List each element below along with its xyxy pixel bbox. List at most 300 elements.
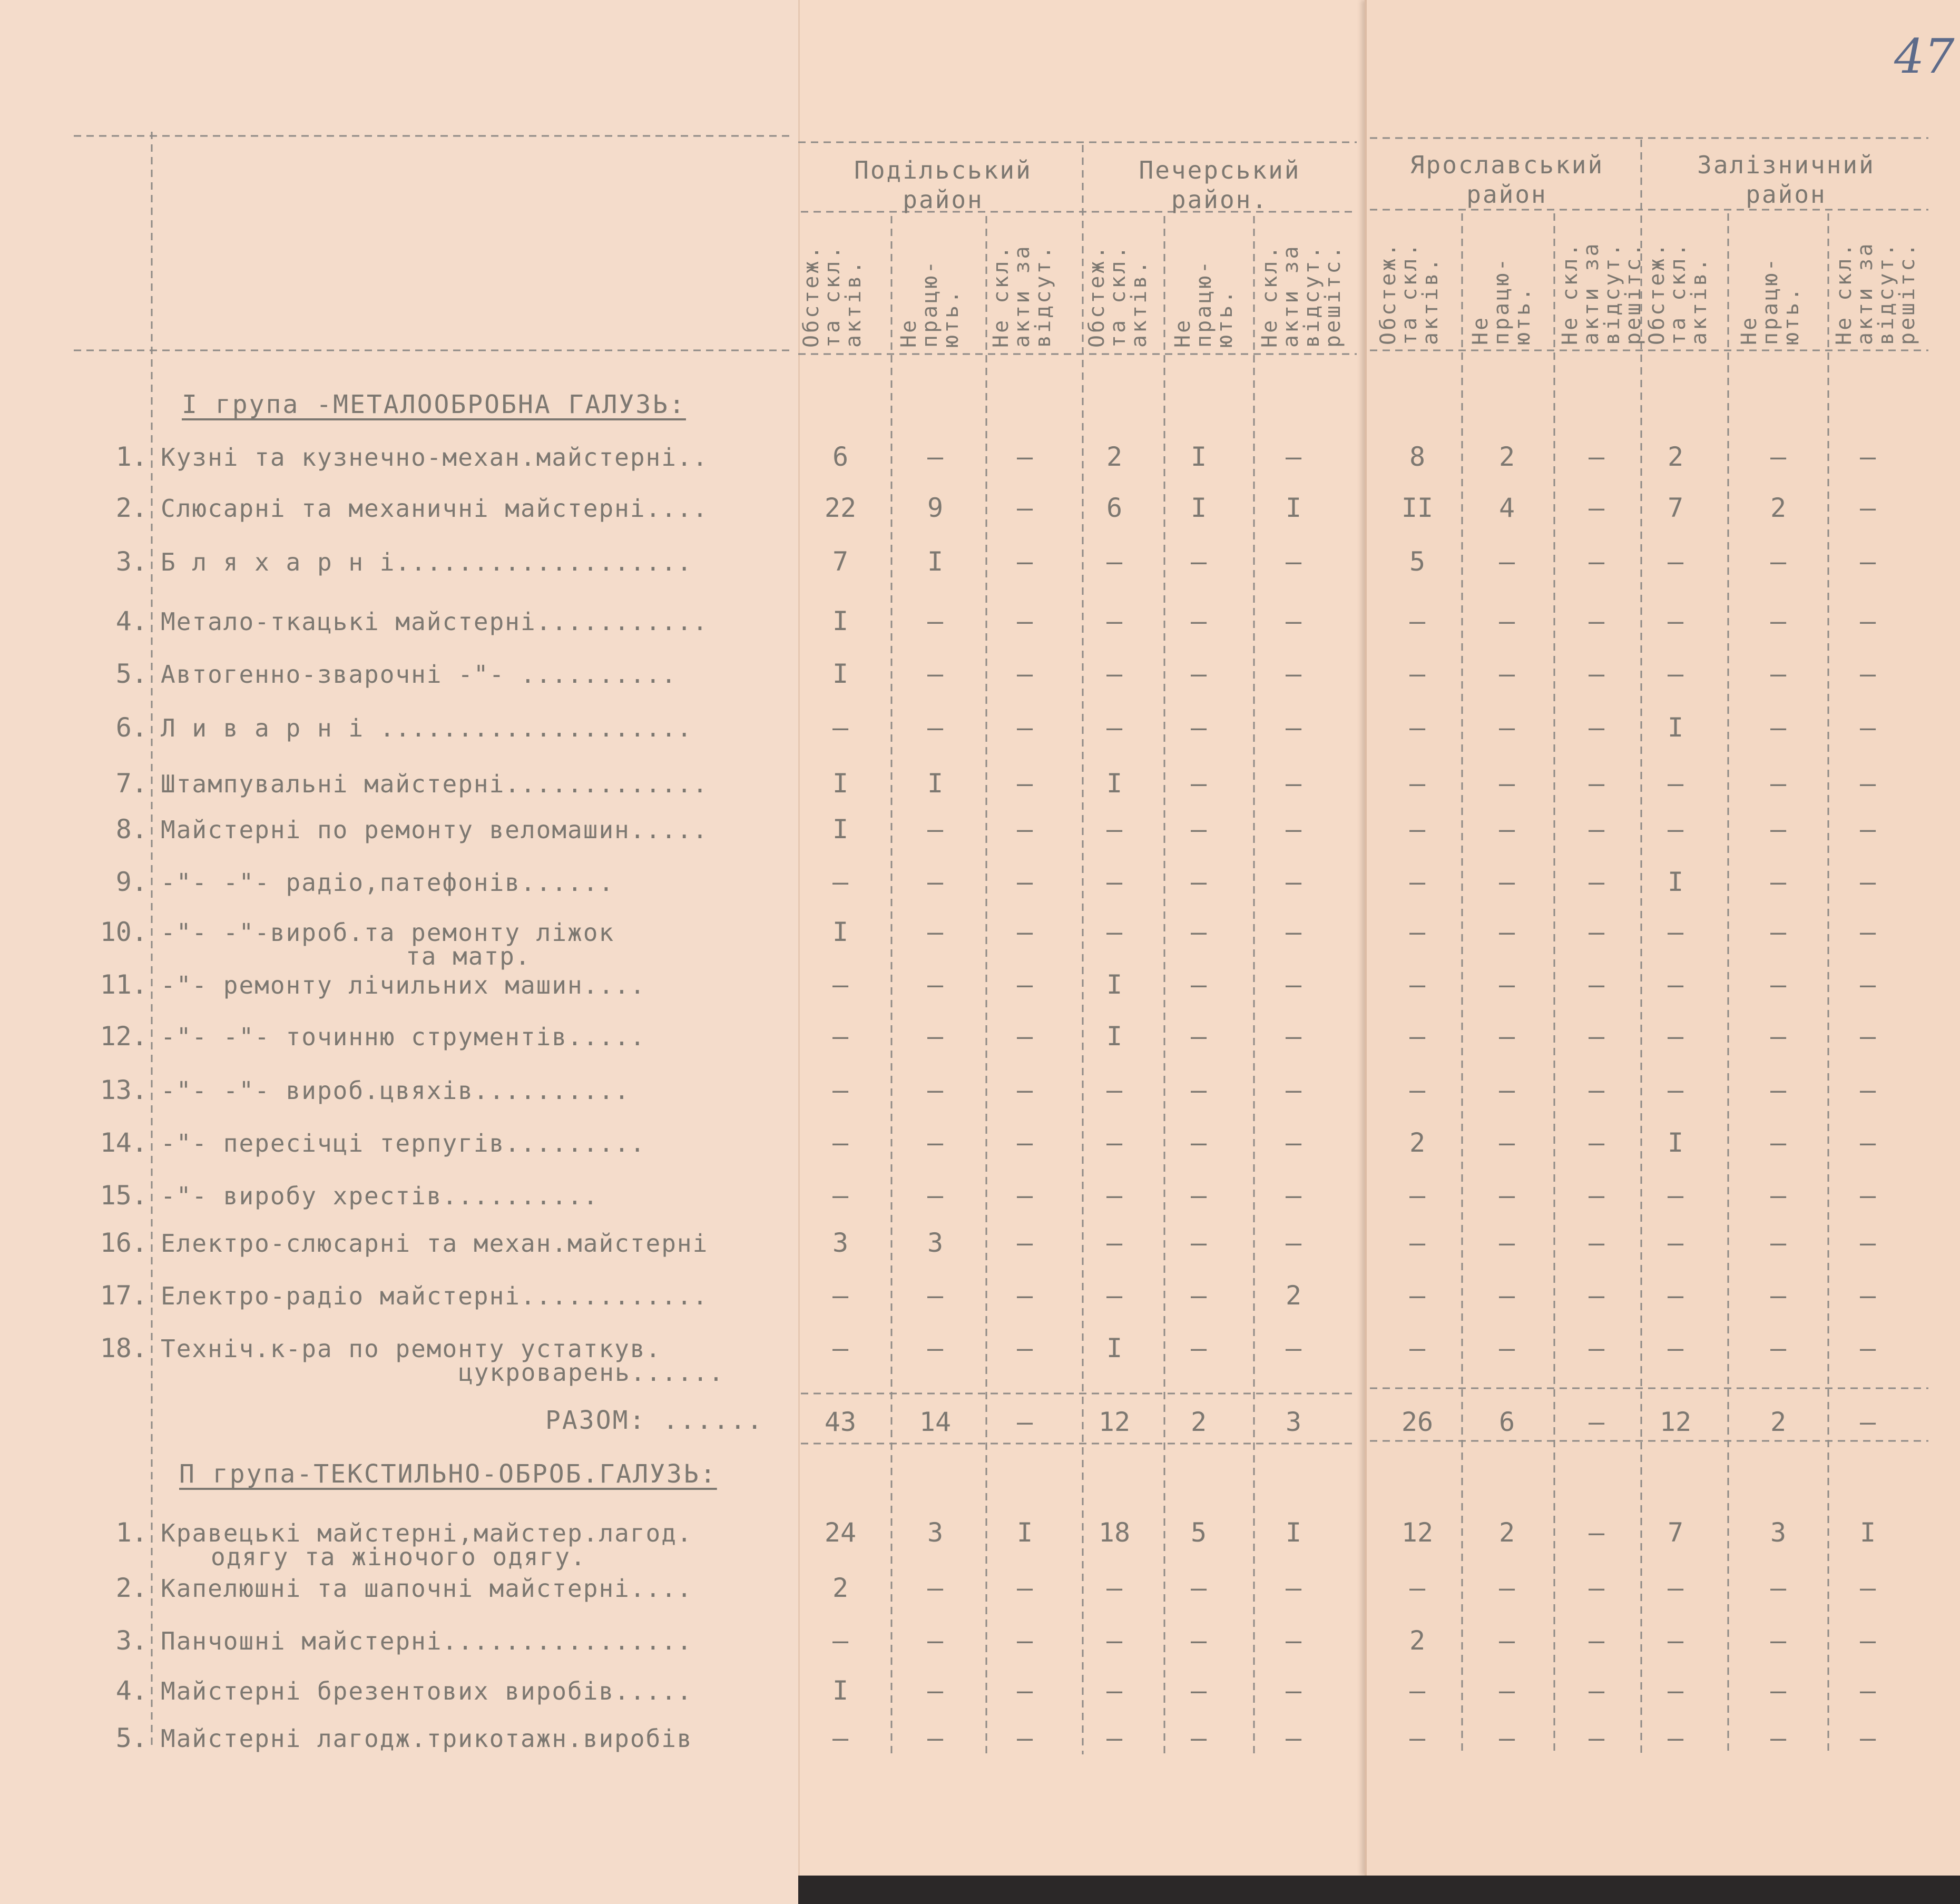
table-cell: – (1588, 1075, 1605, 1105)
row-number: 18. (100, 1333, 148, 1363)
table-cell: 2 (1285, 1280, 1302, 1311)
table-cell: – (1285, 441, 1302, 472)
row-label: Слюсарні та механичні майстерні.... (161, 494, 709, 523)
row-number: 15. (100, 1180, 148, 1211)
table-cell: – (1409, 1228, 1426, 1258)
table-cell: – (1016, 546, 1033, 577)
table-cell: – (1409, 1723, 1426, 1753)
table-cell: – (832, 1280, 849, 1311)
table-cell: – (1667, 1723, 1684, 1753)
col-header-podil-no-acts: Не скл. акти за відсут. (989, 244, 1055, 348)
table-cell: 18 (1098, 1517, 1131, 1548)
table-cell: – (1667, 917, 1684, 947)
table-cell: – (832, 1075, 849, 1105)
table-cell: – (1498, 867, 1515, 897)
row-number: 16. (100, 1228, 148, 1258)
table-cell: I (927, 768, 944, 799)
table-cell: I (1190, 441, 1207, 472)
table-cell: – (927, 606, 944, 636)
table-cell: – (1190, 1333, 1207, 1363)
table-cell: – (1859, 1675, 1876, 1706)
table-cell: – (1770, 768, 1787, 799)
table-cell: – (1409, 969, 1426, 1000)
table-cell: – (832, 1723, 849, 1753)
row-label: -"- ремонту лічильних машин.... (161, 971, 646, 999)
table-cell: – (1770, 1127, 1787, 1158)
table-cell: – (1190, 768, 1207, 799)
table-cell: – (1190, 606, 1207, 636)
table-cell: – (1190, 1180, 1207, 1211)
total-cell: 26 (1401, 1407, 1434, 1437)
table-cell: 9 (927, 493, 944, 523)
table-cell: – (1409, 814, 1426, 845)
table-cell: – (1667, 814, 1684, 845)
table-cell: – (1106, 1127, 1123, 1158)
table-cell: – (1190, 1675, 1207, 1706)
table-cell: 2 (832, 1573, 849, 1603)
table-cell: – (1285, 1625, 1302, 1656)
table-cell: I (1106, 1333, 1123, 1363)
table-cell: – (1859, 1075, 1876, 1105)
table-cell: – (1016, 969, 1033, 1000)
table-cell: – (1498, 712, 1515, 743)
table-cell: – (1770, 1333, 1787, 1363)
table-cell: – (832, 712, 849, 743)
table-cell: – (927, 712, 944, 743)
row-label: Електро-радіо майстерні............ (161, 1282, 709, 1310)
table-cell: 2 (1770, 493, 1787, 523)
table-cell: I (1667, 712, 1684, 743)
table-cell: – (1106, 659, 1123, 689)
table-cell: – (1498, 1021, 1515, 1052)
table-cell: – (1498, 768, 1515, 799)
table-cell: – (1190, 1127, 1207, 1158)
table-cell: – (1667, 969, 1684, 1000)
col-header-zal-no-acts: Не скл. акти за відсут. решітс. (1832, 241, 1919, 345)
row-number: 11. (100, 969, 148, 1000)
table-cell: 22 (824, 493, 857, 523)
table-cell: – (1285, 1333, 1302, 1363)
table-cell: – (1667, 1228, 1684, 1258)
table-cell: – (1770, 1675, 1787, 1706)
table-cell: – (1016, 1228, 1033, 1258)
table-cell: – (1016, 493, 1033, 523)
table-cell: – (832, 1625, 849, 1656)
table-cell: – (1016, 1180, 1033, 1211)
row-label: Кузні та кузнечно-механ.майстерні.. (161, 443, 709, 472)
row-number: 6. (115, 712, 148, 743)
table-cell: – (1106, 1625, 1123, 1656)
table-cell: – (832, 1180, 849, 1211)
table-cell: – (1106, 546, 1123, 577)
row-number: 14. (100, 1127, 148, 1158)
table-cell: 6 (832, 441, 849, 472)
table-cell: – (1859, 712, 1876, 743)
row-label: Техніч.к-ра по ремонту устаткув. (161, 1334, 662, 1363)
table-cell: – (1770, 1075, 1787, 1105)
table-cell: 3 (927, 1228, 944, 1258)
table-cell: – (1770, 867, 1787, 897)
table-cell: – (1667, 1573, 1684, 1603)
row-number: 4. (115, 606, 148, 636)
table-cell: – (1106, 1180, 1123, 1211)
row-number: 17. (100, 1280, 148, 1311)
table-cell: – (1190, 1723, 1207, 1753)
table-cell: – (1190, 917, 1207, 947)
table-cell: I (1106, 969, 1123, 1000)
table-cell: – (1409, 1180, 1426, 1211)
table-cell: – (1588, 814, 1605, 845)
table-cell: – (1409, 1075, 1426, 1105)
table-cell: I (832, 768, 849, 799)
table-cell: – (1409, 712, 1426, 743)
table-cell: – (1498, 1625, 1515, 1656)
table-cell: – (1106, 1573, 1123, 1603)
row-label: Капелюшні та шапочні майстерні.... (161, 1574, 693, 1603)
table-cell: I (1667, 1127, 1684, 1158)
table-cell: – (1770, 546, 1787, 577)
table-cell: – (1190, 546, 1207, 577)
table-cell: 2 (1409, 1127, 1426, 1158)
table-cell: – (1016, 441, 1033, 472)
row-number: 2. (115, 493, 148, 523)
table-cell: 12 (1401, 1517, 1434, 1548)
table-cell: – (1285, 659, 1302, 689)
table-cell: – (1190, 1573, 1207, 1603)
table-cell: – (1498, 659, 1515, 689)
row-number: 5. (115, 1723, 148, 1753)
table-cell: – (927, 814, 944, 845)
table-cell: – (1016, 1127, 1033, 1158)
total-cell: 2 (1770, 1407, 1787, 1437)
table-cell: 3 (832, 1228, 849, 1258)
table-cell: – (1667, 659, 1684, 689)
row-label: -"- -"- вироб.цвяхів.......... (161, 1076, 630, 1105)
table-cell: – (1859, 1333, 1876, 1363)
table-cell: – (1770, 1180, 1787, 1211)
col-header-pechersk-not-working: Не працю- ють. (1171, 259, 1237, 348)
table-cell: – (1190, 1625, 1207, 1656)
table-cell: – (1106, 867, 1123, 897)
table-cell: – (1588, 1517, 1605, 1548)
table-cell: – (1016, 917, 1033, 947)
row-label: Л и в а р н і .................... (161, 714, 693, 742)
table-cell: – (1498, 1280, 1515, 1311)
table-cell: I (832, 917, 849, 947)
table-cell: I (832, 606, 849, 636)
table-cell: – (1859, 867, 1876, 897)
table-cell: – (1285, 969, 1302, 1000)
table-cell: – (1016, 1625, 1033, 1656)
table-cell: I (1859, 1517, 1876, 1548)
table-cell: – (1106, 814, 1123, 845)
table-cell: – (1588, 1675, 1605, 1706)
table-cell: – (1190, 659, 1207, 689)
table-cell: – (1409, 606, 1426, 636)
row-label: Б л я х а р н і................... (161, 548, 693, 576)
table-cell: 4 (1498, 493, 1515, 523)
table-cell: I (1106, 768, 1123, 799)
table-cell: – (1409, 1280, 1426, 1311)
table-cell: – (927, 1127, 944, 1158)
col-header-pechersk-surveyed: Обстеж. та скл. актів. (1085, 244, 1151, 348)
table-cell: – (1859, 441, 1876, 472)
table-cell: – (1498, 1675, 1515, 1706)
table-cell: – (1667, 1280, 1684, 1311)
table-cell: – (927, 1180, 944, 1211)
total-cell: 12 (1659, 1407, 1692, 1437)
table-cell: – (1588, 1280, 1605, 1311)
table-cell: – (1667, 1180, 1684, 1211)
table-cell: – (832, 1333, 849, 1363)
table-cell: – (1409, 1675, 1426, 1706)
table-cell: – (1409, 917, 1426, 947)
table-cell: – (1667, 1333, 1684, 1363)
table-cell: – (1859, 1625, 1876, 1656)
row-label: Майстерні лагодж.трикотажн.виробів (161, 1724, 693, 1753)
table-cell: – (1016, 814, 1033, 845)
table-cell: I (1285, 1517, 1302, 1548)
total-cell: – (1016, 1407, 1033, 1437)
table-cell: – (1106, 712, 1123, 743)
group2-title: П група-ТЕКСТИЛЬНО-ОБРОБ.ГАЛУЗЬ: (179, 1459, 717, 1489)
table-cell: – (1016, 1075, 1033, 1105)
table-cell: – (1588, 1723, 1605, 1753)
table-cell: – (1859, 1723, 1876, 1753)
table-cell: – (1770, 712, 1787, 743)
district-header-yaroslavskyi: Ярославський район (1409, 151, 1604, 209)
table-cell: I (1016, 1517, 1033, 1548)
page-number: 47 (1894, 29, 1955, 84)
table-cell: – (1588, 867, 1605, 897)
table-cell: – (1859, 659, 1876, 689)
table-cell: – (927, 1723, 944, 1753)
table-cell: – (927, 1333, 944, 1363)
table-cell: – (1859, 768, 1876, 799)
table-cell: – (1285, 814, 1302, 845)
table-cell: – (1106, 1280, 1123, 1311)
table-cell: – (1588, 969, 1605, 1000)
table-cell: – (1285, 768, 1302, 799)
table-cell: – (1770, 814, 1787, 845)
table-cell: – (1498, 1127, 1515, 1158)
table-cell: – (1859, 1021, 1876, 1052)
table-cell: – (1770, 969, 1787, 1000)
table-cell: 5 (1409, 546, 1426, 577)
col-header-yarosl-no-acts: Не скл. акти за відсут. решітс. (1558, 241, 1645, 345)
district-header-podilskyi: Подільський район (854, 156, 1032, 214)
row-number: 2. (115, 1573, 148, 1603)
table-cell: – (1588, 1180, 1605, 1211)
table-cell: – (1285, 606, 1302, 636)
table-cell: – (927, 1075, 944, 1105)
row-label: -"- -"- точинню струментів..... (161, 1023, 646, 1051)
row-label: Майстерні брезентових виробів..... (161, 1677, 693, 1705)
row-number: 1. (115, 1517, 148, 1548)
table-cell: – (1859, 546, 1876, 577)
table-cell: – (1285, 1075, 1302, 1105)
row-number: 8. (115, 814, 148, 845)
table-cell: – (1588, 1228, 1605, 1258)
table-cell: – (1859, 1228, 1876, 1258)
table-cell: – (1667, 1625, 1684, 1656)
table-cell: I (832, 659, 849, 689)
table-cell: – (1106, 1723, 1123, 1753)
table-cell: – (1770, 1723, 1787, 1753)
table-cell: – (1770, 1021, 1787, 1052)
table-cell: – (1859, 1573, 1876, 1603)
table-cell: 7 (1667, 1517, 1684, 1548)
table-cell: – (832, 1021, 849, 1052)
row-label: Майстерні по ремонту веломашин..... (161, 816, 709, 844)
table-cell: – (1498, 1075, 1515, 1105)
row-number: 9. (115, 867, 148, 897)
table-cell: – (1106, 917, 1123, 947)
row-number: 12. (100, 1021, 148, 1052)
total-cell: 3 (1285, 1407, 1302, 1437)
table-cell: – (1409, 659, 1426, 689)
table-cell: – (1667, 606, 1684, 636)
table-cell: – (1588, 768, 1605, 799)
table-cell: – (1409, 1573, 1426, 1603)
table-cell: – (1190, 867, 1207, 897)
table-cell: – (1770, 917, 1787, 947)
table-cell: – (1770, 606, 1787, 636)
table-cell: – (1667, 1675, 1684, 1706)
row-label: Штампувальні майстерні............. (161, 770, 709, 798)
col-header-yarosl-not-working: Не працю- ють. (1468, 256, 1535, 345)
table-cell: – (1859, 1180, 1876, 1211)
row-label: Автогенно-зварочні -"- .......... (161, 660, 677, 689)
table-cell: – (1190, 1075, 1207, 1105)
table-cell: II (1401, 493, 1434, 523)
table-cell: – (1498, 969, 1515, 1000)
table-cell: – (1285, 1127, 1302, 1158)
table-cell: 7 (832, 546, 849, 577)
table-cell: – (1285, 1675, 1302, 1706)
table-cell: – (1190, 1228, 1207, 1258)
table-cell: – (1285, 1228, 1302, 1258)
group1-total-label: РАЗОМ: ...... (545, 1406, 764, 1435)
table-cell: – (927, 1021, 944, 1052)
table-cell: – (1409, 867, 1426, 897)
row-number: 7. (115, 768, 148, 799)
table-cell: – (927, 1573, 944, 1603)
table-cell: – (1190, 1021, 1207, 1052)
row-number: 3. (115, 1625, 148, 1656)
table-cell: – (1498, 606, 1515, 636)
table-cell: – (1285, 1021, 1302, 1052)
table-cell: – (927, 441, 944, 472)
row-number: 4. (115, 1675, 148, 1706)
table-cell: – (927, 867, 944, 897)
table-cell: – (1667, 1075, 1684, 1105)
table-cell: – (927, 1675, 944, 1706)
table-cell: – (1859, 606, 1876, 636)
table-cell: – (1285, 867, 1302, 897)
table-cell: 7 (1667, 493, 1684, 523)
table-cell: – (1498, 1228, 1515, 1258)
row-number: 10. (100, 917, 148, 947)
table-cell: – (927, 1280, 944, 1311)
table-cell: – (1016, 1675, 1033, 1706)
col-header-zal-not-working: Не працю- ють. (1737, 256, 1804, 345)
table-cell: – (1285, 1573, 1302, 1603)
col-header-podil-not-working: Не працю- ють. (897, 259, 963, 348)
table-cell: – (1770, 1573, 1787, 1603)
table-cell: – (927, 969, 944, 1000)
col-header-zal-surveyed: Обстеж. та скл. актів. (1645, 241, 1711, 345)
table-cell: – (1588, 1625, 1605, 1656)
row-label: -"- виробу хрестів.......... (161, 1182, 599, 1210)
table-cell: – (1588, 441, 1605, 472)
row-label: Електро-слюсарні та механ.майстерні (161, 1229, 709, 1258)
total-cell: 43 (824, 1407, 857, 1437)
group1-title: I група -МЕТАЛООБРОБНА ГАЛУЗЬ: (182, 390, 686, 419)
table-cell: – (1498, 1333, 1515, 1363)
table-cell: – (1667, 1021, 1684, 1052)
table-cell: – (1016, 867, 1033, 897)
row-number: 1. (115, 441, 148, 472)
col-header-yarosl-surveyed: Обстеж. та скл. актів. (1376, 241, 1443, 345)
table-cell: – (1190, 969, 1207, 1000)
row-label-continuation: одягу та жіночого одягу. (211, 1543, 586, 1571)
table-cell: – (1498, 1180, 1515, 1211)
table-cell: – (1106, 1675, 1123, 1706)
table-cell: 8 (1409, 441, 1426, 472)
table-cell: 2 (1667, 441, 1684, 472)
table-cell: I (1285, 493, 1302, 523)
table-cell: – (1016, 768, 1033, 799)
table-cell: – (1285, 917, 1302, 947)
table-cell: – (1770, 441, 1787, 472)
table-cell: – (1409, 768, 1426, 799)
table-cell: – (832, 969, 849, 1000)
row-label-continuation: цукроварень...... (458, 1358, 724, 1387)
table-cell: – (1016, 1723, 1033, 1753)
table-cell: – (1409, 1333, 1426, 1363)
table-cell: 24 (824, 1517, 857, 1548)
table-cell: – (1588, 1573, 1605, 1603)
row-label-continuation: та матр. (406, 942, 531, 970)
table-cell: – (1498, 1723, 1515, 1753)
table-cell: – (1588, 606, 1605, 636)
table-cell: – (1190, 814, 1207, 845)
table-cell: 2 (1106, 441, 1123, 472)
table-cell: I (1190, 493, 1207, 523)
table-cell: I (1106, 1021, 1123, 1052)
table-cell: – (1770, 659, 1787, 689)
table-cell: – (1588, 546, 1605, 577)
table-cell: – (1498, 546, 1515, 577)
table-cell: – (1859, 1280, 1876, 1311)
table-cell: – (1106, 1075, 1123, 1105)
table-cell: – (927, 1625, 944, 1656)
table-cell: – (1588, 1333, 1605, 1363)
row-number: 3. (115, 546, 148, 577)
table-cell: – (1016, 606, 1033, 636)
table-cell: I (832, 1675, 849, 1706)
table-cell: – (1285, 1180, 1302, 1211)
table-cell: – (1190, 1280, 1207, 1311)
table-cell: I (927, 546, 944, 577)
row-label: -"- -"- радіо,патефонів...... (161, 868, 615, 897)
table-cell: – (1106, 606, 1123, 636)
total-cell: – (1588, 1407, 1605, 1437)
table-cell: – (1859, 969, 1876, 1000)
district-header-pecherskyi: Печерський район. (1139, 156, 1301, 214)
table-cell: – (832, 867, 849, 897)
